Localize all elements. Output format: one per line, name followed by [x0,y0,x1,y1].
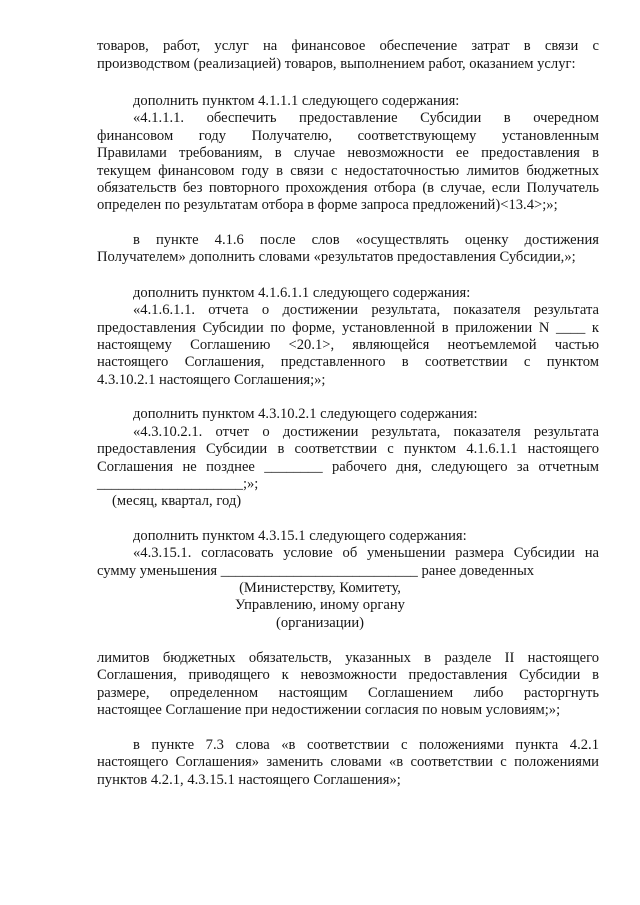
text-line: дополнить пунктом 4.1.1.1 следующего содержания: [133,93,460,109]
text-line: (месяц, квартал, год) [112,493,242,509]
text-line: настоящего Соглашения, представленного в соответствии с пунктом [97,354,599,370]
text-line: дополнить пунктом 4.3.10.2.1 следующего содержания: [133,406,478,422]
text-line: лимитов бюджетных обязательств, указанных в разделе II настоящего [97,650,599,666]
text-line: размере, определенном настоящим Соглашением либо расторгнуть [97,685,599,701]
text-line: настоящему Соглашению <20.1>, являющейся неотъемлемой частью [97,337,599,353]
text-line: ____________________;»; [97,476,259,492]
text-line: Правилами требованиям, в случае невозможности ее предоставления в [97,145,599,161]
text-line: настоящее Соглашение при недостижении согласия по новым условиям;»; [97,702,561,718]
text-line: (организации) [275,615,365,631]
text-line: 4.3.10.2.1 настоящего Соглашения;»; [97,372,326,388]
text-line: «4.1.1.1. обеспечить предоставление Субсидии в очередном [133,110,599,126]
text-line: предоставления Субсидии по форме, установленной в приложении N ____ к [97,320,599,336]
text-line: «4.3.10.2.1. отчет о достижении результата, показателя результата [133,424,599,440]
text-line: настоящего Соглашения» заменить словами «в соответствии с положениями [97,754,599,770]
text-line: в пункте 4.1.6 после слов «осуществлять оценку достижения [133,232,599,248]
text-line: «4.3.15.1. согласовать условие об уменьшении размера Субсидии на [133,545,599,561]
text-line: финансовом году Получателю, соответствующему установленным [97,128,599,144]
text-line: сумму уменьшения ___________________________ ранее доведенных [97,563,535,579]
text-line: в пункте 7.3 слова «в соответствии с положениями пункта 4.2.1 [133,737,599,753]
text-line: пунктов 4.2.1, 4.3.15.1 настоящего Соглашения»; [97,772,401,788]
text-line: определен по результатам отбора в форме запроса предложений)<13.4>;»; [97,197,558,213]
text-line: дополнить пунктом 4.3.15.1 следующего содержания: [133,528,467,544]
text-line: обязательств без повторного прохождения отбора (в случае, если Получатель [97,180,599,196]
text-line: текущем финансовом году в связи с недостаточностью лимитов бюджетных [97,163,599,179]
text-line: дополнить пунктом 4.1.6.1.1 следующего содержания: [133,285,471,301]
text-line: производством (реализацией) товаров, выполнением работ, оказанием услуг: [97,56,576,72]
text-line: (Министерству, Комитету, [239,580,401,596]
text-line: «4.1.6.1.1. отчета о достижении результата, показателя результата [133,302,599,318]
text-line: Соглашения, приводящего к невозможности предоставления Субсидии в [97,667,599,683]
text-line: Получателем» дополнить словами «результатов предоставления Субсидии,»; [97,249,576,265]
text-line: предоставления Субсидии в соответствии с пунктом 4.1.6.1.1 настоящего [97,441,599,457]
text-line: Соглашения не позднее ________ рабочего дня, следующего за отчетным [97,459,599,475]
text-line: Управлению, иному органу [235,597,405,613]
text-line: товаров, работ, услуг на финансовое обеспечение затрат в связи с [97,38,599,54]
